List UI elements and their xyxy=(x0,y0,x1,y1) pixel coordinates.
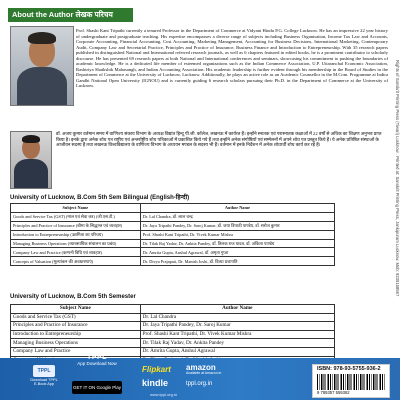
amazon-logo-text: amazon xyxy=(186,363,216,372)
isbn-label: ISBN: 978-93-5755-936-2 xyxy=(317,366,381,372)
subject-cell: Introduction to Entrepreneurship xyxy=(11,330,141,339)
table-row xyxy=(11,257,335,266)
table-row xyxy=(11,313,335,322)
subject-cell: Principles and Practice of Insurance xyxy=(11,322,141,331)
author-cell: Dr. Lal Chandra, डॉ. लाल चन्द्र xyxy=(140,212,334,221)
author-photo-secondary xyxy=(10,131,52,189)
subject-cell: Goods and Service Tax (GST) xyxy=(11,313,141,322)
header-author-name: Author Name xyxy=(140,204,334,213)
header-subject-name: Subject Name xyxy=(11,204,141,213)
subject-cell: Managing Business Operations xyxy=(11,339,141,348)
table-row xyxy=(11,221,335,230)
table-row xyxy=(11,347,335,356)
author-cell: Prof. Shashi Kant Tripathi, Dr. Vivek Kumar Mishra xyxy=(140,230,334,239)
flipkart-logo: Flipkart xyxy=(142,365,171,374)
author-cell: Dr. Jaya Tripathi Pandey, Dr. Saroj Kumar xyxy=(140,322,334,331)
author-cell: Dr. Amrita Gupta, Anshul Agrawal xyxy=(140,347,334,356)
header-subject-name: Subject Name xyxy=(11,305,141,314)
english-table-title: University of Lucknow, B.Com 5th Semester xyxy=(10,294,136,300)
author-bio-english xyxy=(10,28,388,128)
tppl-logo: TPPL xyxy=(87,354,107,361)
website-text: tppl.org.in xyxy=(186,381,213,387)
author-cell: Dr. Tilak Raj Yadav, Dr. Ankita Pandey xyxy=(140,339,334,348)
table-header-row xyxy=(11,305,335,314)
table-row xyxy=(11,339,335,348)
subject-cell: Managing Business Operations (व्यावसायिक संचालन का प्रबंध) xyxy=(11,239,141,248)
author-cell: Prof. Shashi Kant Tripathi, Dr. Vivek Kumar Mishra xyxy=(140,330,334,339)
tppl-app-download-text: App Download Now xyxy=(77,361,117,366)
table-row xyxy=(11,239,335,248)
table-row xyxy=(11,230,335,239)
kindle-logo: kindle xyxy=(142,378,169,388)
author-cell: Dr. Tilak Raj Yadav, Dr. Ankita Pandey, डॉ. तिलक राज यादव, डॉ. अंकिता पाण्डेय xyxy=(140,239,334,248)
amazon-logo xyxy=(186,363,221,375)
table-row xyxy=(11,322,335,331)
english-book-table xyxy=(10,304,335,365)
author-bio-english-text: Prof. Shashi Kant Tripathi currently a tenured Professor in the Department of Commerce at Vidyant Hindu P.G. College Lucknow. He has an impressive 22 year history of undergraduate and postgraduate teaching. His expertise encompasses a diverse range of subjects including Business Organisation, Income Tax Law and Accounts, Corporate Accounting, Financial Accounting, Cost Accounting, Marketing Management, Accounting for Business Decisions, International Marketing, Contemporary Audit, Company Law and Secretarial Practice, Principles and Practice of Insurance, Business Finance and Introduction to Entrepreneurship. With 35 research papers published in distinguished National and International referred research journals, as well as 6 chapters featured in edited books, he is a prominent contributor to scholarly discourse. He has presented 69 research papers at both National and International conferences and seminars, showcasing his commitment to pushing the boundaries of academic knowledge. He is a dedicated life member of esteemed organizations such as the Indian Commerce Association, U.P. Uttaranchal Economic Association, Rashtriya Shaikshik Mahasangh, and Indian Accounting Association. His academic leadership is further evident through his membership in the Board of Studies in the Department of Commerce at the University of Lucknow, Lucknow. Additionally, he plays an active role as an Academic Counsellor in the M.Com. Programme at Indira Gandhi National Open University (IGNOU) and is currently guiding 6 research scholars pursuing their Ph.D. in the Department of Commerce at the University of Lucknow. xyxy=(76,28,388,89)
barcode-icon xyxy=(317,374,385,390)
phone-app-icon: TPPL xyxy=(33,365,55,377)
author-cell: Dr. Lal Chandra xyxy=(140,313,334,322)
isbn-barcode-box xyxy=(312,364,390,398)
table-row xyxy=(11,212,335,221)
subject-cell: Principles and Practice of Insurance (बीमा के सिद्धान्त एवं व्यवहार) xyxy=(11,221,141,230)
ebook-app-text: Download TPPL E-Book App xyxy=(30,378,58,387)
author-cell: Dr. Amrita Gupta, Anshul Agrawal, डॉ. अमृता गुप्ता xyxy=(140,248,334,257)
ebook-app-block xyxy=(30,365,58,387)
subject-cell: Introduction to Entrepreneurship (उद्यमिता का परिचय) xyxy=(11,230,141,239)
author-cell: Dr. Jaya Tripathi Pandey, Dr. Saroj Kumar, डॉ. जया त्रिपाठी पाण्डेय, डॉ. सरोज कुमार xyxy=(140,221,334,230)
bilingual-book-table xyxy=(10,203,335,266)
subject-cell: Concepts of Valuation (मूल्यांकन की अवधारणाएं) xyxy=(11,257,141,266)
author-bio-hindi: डॉ. अजय कुमार वर्तमान समय में वाणिज्य संकाय विभाग के अध्यक्ष विद्यांत हिन्दू पी.जी. कॉलेज, लखनऊ में कार्यरत हैं। इन्होंने स्नातक एवं परास्नातक कक्षाओं में 22 वर्षों से अधिक का शिक्षण अनुभव प्राप्त किया है। इनके द्वारा अनेक शोध पत्र राष्ट्रीय एवं अन्तर्राष्ट्रीय शोध पत्रिकाओं में प्रकाशित किये गये हैं तथा इन्होंने अनेक संगोष्ठियों एवं सम्मेलनों में अपने शोध पत्र प्रस्तुत किये हैं। ये अनेक प्रतिष्ठित संस्थाओं के आजीवन सदस्य हैं तथा लखनऊ विश्वविद्यालय के वाणिज्य विभाग के अध्ययन मण्डल के सदस्य भी हैं। वर्तमान में इनके निर्देशन में अनेक शोधार्थी शोध कार्य कर रहे हैं। xyxy=(56,131,382,148)
barcode-number: 9 789357 559362 xyxy=(317,390,350,395)
table-row xyxy=(11,330,335,339)
table-header-row xyxy=(11,204,335,213)
subject-cell: Company Law and Practice (कम्पनी विधि एवं व्यवहार) xyxy=(11,248,141,257)
subject-cell: Goods and Service Tax (GST) (माल एवं सेवा कर) (जी.एस.टी.) xyxy=(11,212,141,221)
subject-cell: Company Law and Practice xyxy=(11,347,141,356)
author-cell: Dr. Divya Prajapati, Dr. Manish Joshi, डॉ. दिव्या प्रजापति xyxy=(140,257,334,266)
about-author-banner: About the Author लेखक परिचय xyxy=(8,8,133,22)
bilingual-table-title: University of Lucknow, B.Com 5th Sem Bilingual (English-हिन्दी) xyxy=(10,195,190,201)
tppl-logo-block xyxy=(68,354,126,380)
bottom-website-link: www.tppl.org.in xyxy=(150,392,178,397)
printer-vertical-text: Rights of Sanskrit Printing Press (Tiwari) Lucknow . Printed at: Sanskrit Printing Press, Jankipuram Lucknow. Mob: 9235158567 xyxy=(395,60,400,297)
header-author-name: Author Name xyxy=(140,305,334,314)
google-play-badge: GET IT ON Google Play xyxy=(72,381,122,394)
table-row xyxy=(11,248,335,257)
amazon-sub-text: Available at Amazon.in xyxy=(186,371,222,375)
